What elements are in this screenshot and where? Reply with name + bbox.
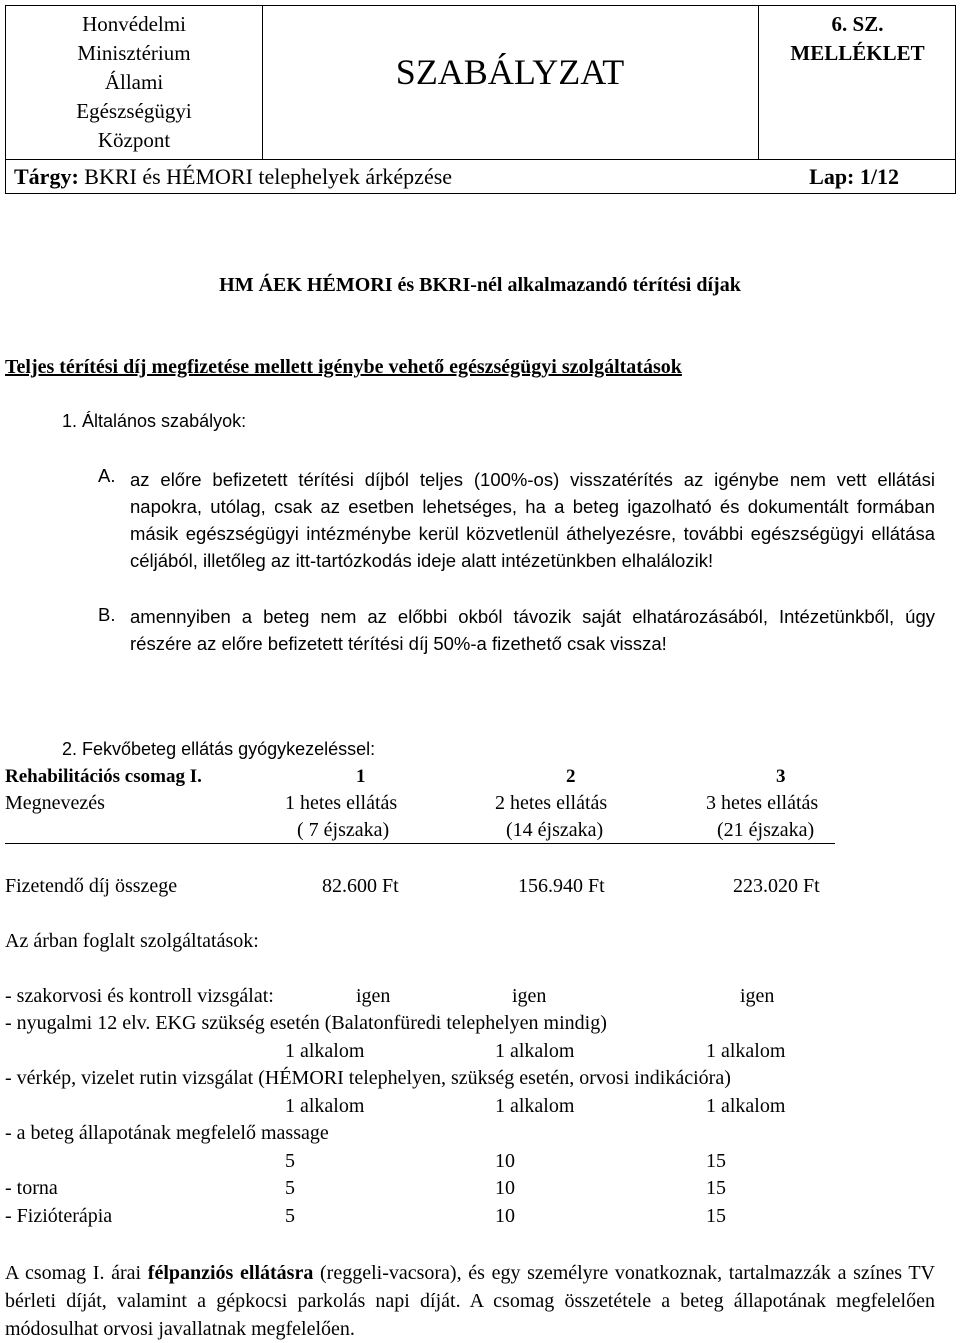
- service-value: 1 alkalom: [495, 1040, 575, 1062]
- service-physio: - Fizióterápia: [5, 1205, 113, 1227]
- rule-a-text: az előre befizetett térítési díjból teljes (100%-os) visszatérítés az igénybe nem vett ellátási napokra, utólag, csak az esetben lehetséges, ha a beteg igazolható és dokumentált formában másik egészségügyi intézménybe kerül közvetlenül áthelyezésre, további egészségügyi ellátása céljából, illetőleg az itt-tartózkodás ideje alatt intézetünkben elhalálozik!: [130, 469, 935, 571]
- service-ecg: - nyugalmi 12 elv. EKG szükség esetén (Balatonfüredi telephelyen mindig): [5, 1012, 607, 1034]
- nights-cell: (14 éjszaka): [506, 819, 604, 841]
- annex-label: 6. SZ. MELLÉKLET: [790, 12, 925, 65]
- service-massage: - a beteg állapotának megfelelő massage: [5, 1122, 329, 1144]
- fee-cell: 156.940 Ft: [518, 875, 605, 897]
- service-value: 10: [495, 1150, 515, 1172]
- service-value: 5: [285, 1177, 295, 1199]
- document-title: SZABÁLYZAT: [395, 52, 625, 92]
- column-number: 3: [776, 766, 786, 787]
- service-value: 1 alkalom: [706, 1040, 786, 1062]
- service-exam: - szakorvosi és kontroll vizsgálat:: [5, 985, 274, 1007]
- nights-cell: (21 éjszaka): [717, 819, 815, 841]
- services-label: Az árban foglalt szolgáltatások:: [5, 930, 259, 952]
- service-value: 15: [706, 1177, 726, 1199]
- column-number: 2: [566, 766, 576, 787]
- nights-cell: ( 7 éjszaka): [297, 819, 390, 841]
- fee-cell: 223.020 Ft: [733, 875, 820, 897]
- package-note: A csomag I. árai félpanziós ellátásra (reggeli-vacsora), és egy személyre vonatkoznak, tartalmazzák a színes TV bérleti díját, valamint a gépkocsi parkolás napi díját. A csomag összetétele a beteg állapotának megfelelően módosulhat orvosi javallatnak megfelelően.: [5, 1262, 935, 1340]
- service-lab: - vérkép, vizelet rutin vizsgálat (HÉMORI telephelyen, szükség esetén, orvosi indikációra): [5, 1067, 731, 1089]
- service-value: 15: [706, 1205, 726, 1227]
- page-number: Lap: 1/12: [809, 164, 899, 189]
- section-2-title: 2. Fekvőbeteg ellátás gyógykezeléssel:: [62, 739, 376, 759]
- service-value: 1 alkalom: [495, 1095, 575, 1117]
- main-heading: HM ÁEK HÉMORI és BKRI-nél alkalmazandó térítési díjak: [219, 274, 741, 296]
- package-label: Rehabilitációs csomag I.: [5, 766, 202, 787]
- duration-cell: 1 hetes ellátás: [285, 792, 398, 814]
- column-number: 1: [356, 766, 366, 787]
- table-rule: [5, 843, 835, 844]
- service-value: 1 alkalom: [285, 1040, 365, 1062]
- service-value: igen: [740, 985, 775, 1007]
- service-value: 1 alkalom: [285, 1095, 365, 1117]
- service-value: 5: [285, 1150, 295, 1172]
- document-header: [5, 5, 956, 194]
- sub-heading: Teljes térítési díj megfizetése mellett igénybe vehető egészségügyi szolgáltatások: [5, 356, 682, 378]
- service-value: 5: [285, 1205, 295, 1227]
- organization-name: Honvédelmi Minisztérium Állami Egészségügyi Központ: [76, 12, 192, 152]
- duration-cell: 3 hetes ellátás: [706, 792, 819, 814]
- rule-b-text: amennyiben a beteg nem az előbbi okból távozik saját elhatározásából, Intézetünkből, úgy részére az előre befizetett térítési díj 50%-a fizethető csak vissza!: [130, 606, 935, 654]
- service-gym: - torna: [5, 1177, 58, 1199]
- name-label: Megnevezés: [5, 792, 105, 814]
- document-subject: Tárgy: BKRI és HÉMORI telephelyek árképzése: [14, 164, 453, 189]
- section-1-title: 1. Általános szabályok:: [62, 411, 247, 431]
- service-value: 10: [495, 1205, 515, 1227]
- fee-label: Fizetendő díj összege: [5, 875, 178, 897]
- service-value: igen: [356, 985, 391, 1007]
- rule-b-label: B.: [98, 604, 116, 625]
- fee-cell: 82.600 Ft: [322, 875, 399, 897]
- service-value: 15: [706, 1150, 726, 1172]
- rule-a-label: A.: [98, 465, 116, 486]
- service-value: 1 alkalom: [706, 1095, 786, 1117]
- service-value: 10: [495, 1177, 515, 1199]
- header-divider: [6, 159, 955, 160]
- duration-cell: 2 hetes ellátás: [495, 792, 608, 814]
- service-value: igen: [512, 985, 547, 1007]
